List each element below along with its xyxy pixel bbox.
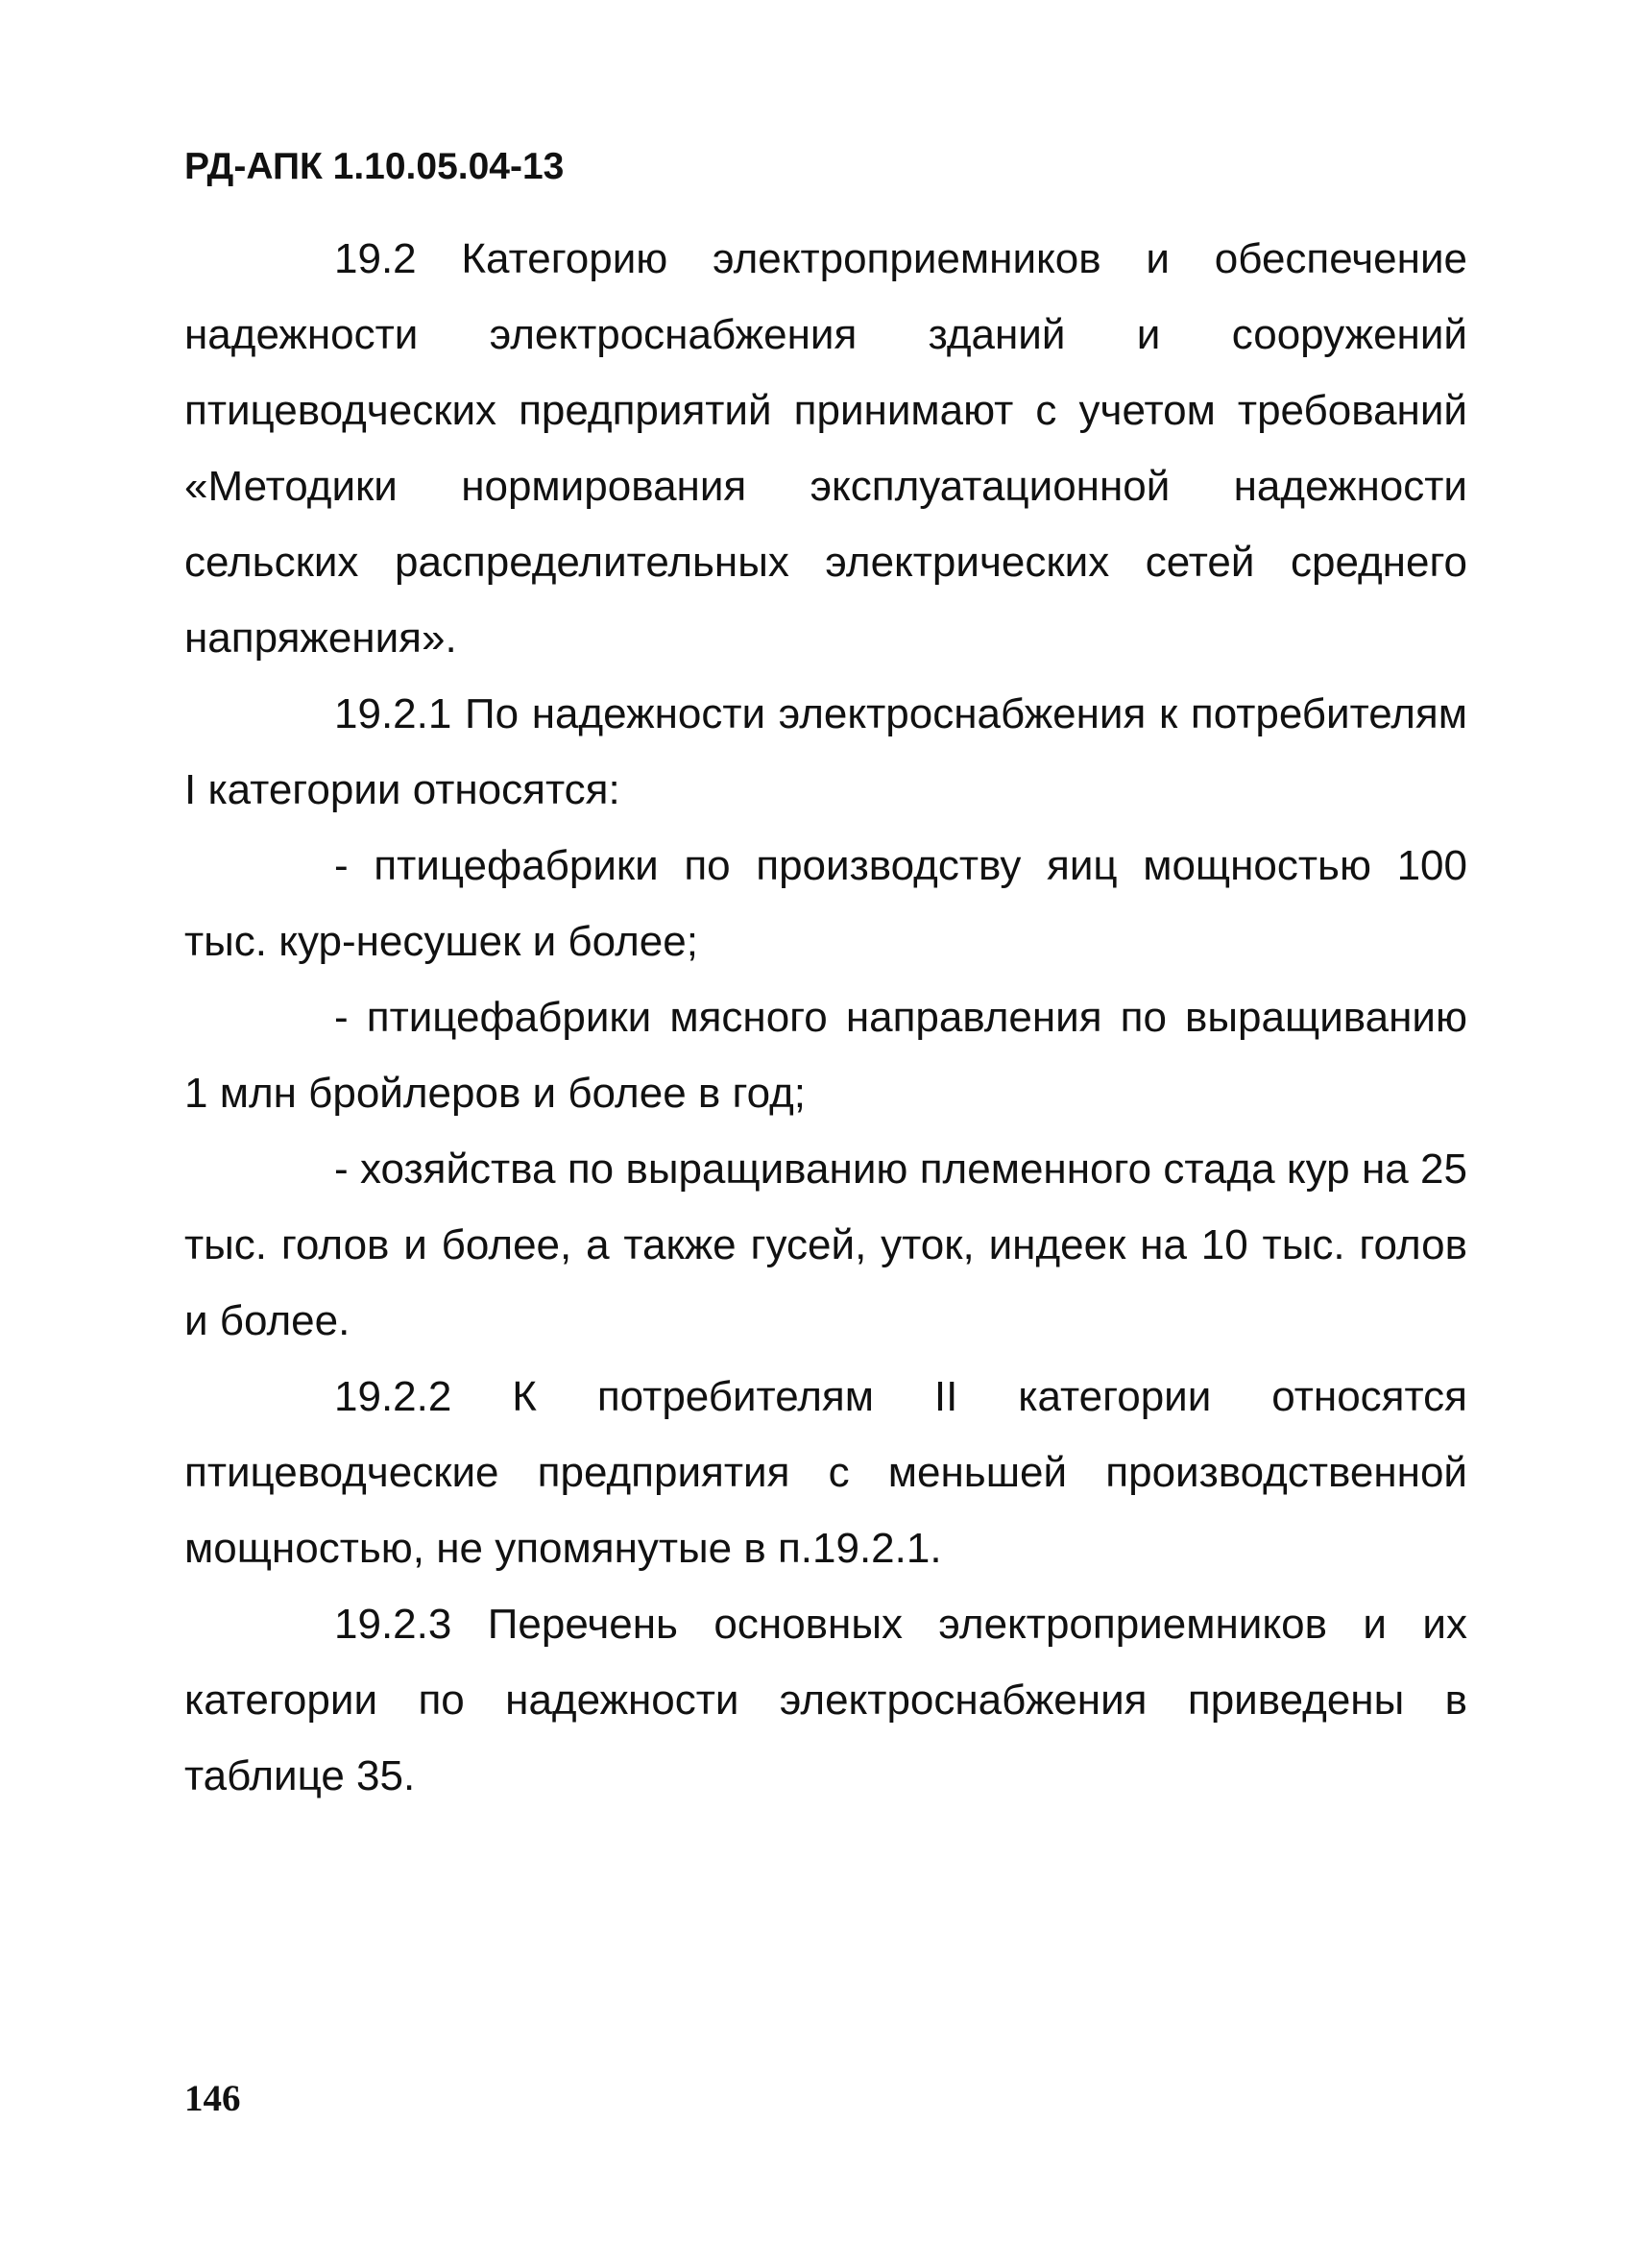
paragraph-19-2-2: 19.2.2 К потребителям II категории относятся птицеводческие предприятия с меньшей производственной мощностью, не упомянутые в п.19.2.1. — [184, 1373, 1467, 1572]
list-item-broiler-farms: - птицефабрики мясного направления по выращиванию 1 млн бройлеров и более в год; — [184, 994, 1467, 1117]
paragraph-19-2: 19.2 Категорию электроприемников и обеспечение надежности электроснабжения зданий и сооружений птицеводческих предприятий принимают с учетом требований «Методики нормирования эксплуатационной надежности сельских распределительных электрических сетей среднего напряжения». — [184, 235, 1467, 662]
body-text — [184, 221, 1467, 1814]
page-number: 146 — [184, 2078, 241, 2119]
document-code: РД-АПК 1.10.05.04-13 — [184, 146, 565, 187]
list-item-breeding-farms: - хозяйства по выращиванию племенного стада кур на 25 тыс. голов и более, а также гусей, уток, индеек на 10 тыс. голов и более. — [184, 1146, 1467, 1344]
paragraph-19-2-3: 19.2.3 Перечень основных электроприемников и их категории по надежности электроснабжения приведены в таблице 35. — [184, 1601, 1467, 1799]
paragraph-19-2-1: 19.2.1 По надежности электроснабжения к потребителям I категории относятся: — [184, 690, 1467, 813]
list-item-egg-farms: - птицефабрики по производству яиц мощностью 100 тыс. кур-несушек и более; — [184, 842, 1467, 965]
